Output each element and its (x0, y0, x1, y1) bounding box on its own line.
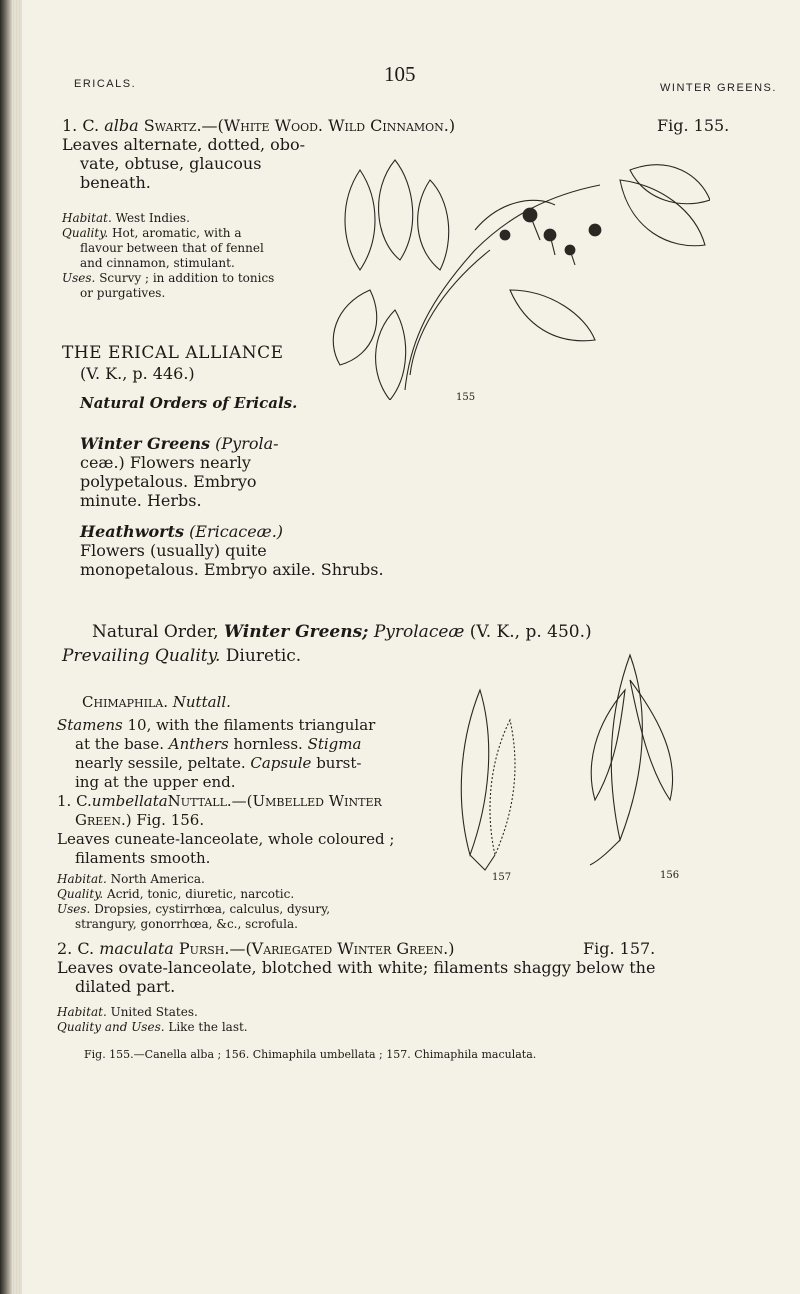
figure-157-chimaphila-maculata (440, 680, 560, 880)
entry-canella-alba-heading: 1. C. alba Swartz.—(White Wood. Wild Cinnamon.) (62, 116, 456, 135)
page-number: 105 (384, 62, 416, 86)
prevailing-quality: Prevailing Quality. Diuretic. (62, 646, 302, 666)
book-binding-edge (0, 0, 12, 1294)
page-stack-edge (12, 0, 22, 1294)
entry-canella-alba-notes: Habitat. West Indies. Quality. Hot, aromatic, with a flavour between that of fennel and cinnamon, stimulant. Uses. Scurvy ; in addition to tonics or purgatives. (62, 211, 275, 300)
figure-caption: Fig. 155.—Canella alba ; 156. Chimaphila umbellata ; 157. Chimaphila maculata. (84, 1048, 537, 1061)
entry-chimaphila-umbellata-notes: Habitat. North America. Quality. Acrid, tonic, diuretic, narcotic. Uses. Dropsies, cystirrhœa, calculus, dysury, strangury, gonorrhœa, &c., scrofula. (57, 872, 331, 931)
fig-155-ref: Fig. 155. (657, 116, 730, 135)
fig-157-ref: Fig. 157. (583, 939, 656, 958)
fig-157-label: 157 (492, 872, 512, 880)
fig-156-label: 156 (660, 870, 680, 880)
entry-chimaphila-maculata-notes: Habitat. United States. Quality and Uses. Like the last. (57, 1005, 248, 1034)
running-head-right: WINTER GREENS. (660, 82, 777, 94)
natural-orders-heading: Natural Orders of Ericals. (80, 394, 298, 412)
order-winter-greens: Winter Greens (Pyrola- ceæ.) Flowers nearly polypetalous. Embryo minute. Herbs. (80, 434, 279, 510)
figure-156-chimaphila-umbellata (560, 650, 690, 880)
genus-heading: Chimaphila. Nuttall. (82, 693, 231, 711)
order-heathworts: Heathworts (Ericaceæ.) Flowers (usually) quite monopetalous. Embryo axile. Shrubs. (80, 522, 384, 579)
natural-order-line: Natural Order, Winter Greens; Pyrolaceæ (V. K., p. 450.) (92, 622, 592, 642)
running-head-left: ERICALS. (74, 78, 137, 90)
entry-chimaphila-umbellata: 1. C.umbellataNuttall.—(Umbelled Winter Green.) Fig. 156. Leaves cuneate-lanceolate, whole coloured ; filaments smooth. (57, 792, 395, 867)
alliance-title: THE ERICAL ALLIANCE (62, 343, 284, 363)
alliance-ref: (V. K., p. 446.) (80, 364, 195, 383)
entry-canella-alba-desc: Leaves alternate, dotted, obo- vate, obtuse, glaucous beneath. (62, 135, 306, 192)
entry-chimaphila-maculata: 2. C. maculata Pursh.—(Variegated Winter Green.) Leaves ovate-lanceolate, blotched with white; filaments shaggy below the dilated part. (57, 939, 656, 996)
genus-description: Stamens 10, with the filaments triangular at the base. Anthers hornless. Stigma nearly sessile, peltate. Capsule burst- ing at the upper end. (57, 716, 376, 791)
figure-155-canella-alba (300, 140, 710, 400)
fig-155-label: 155 (456, 392, 476, 400)
